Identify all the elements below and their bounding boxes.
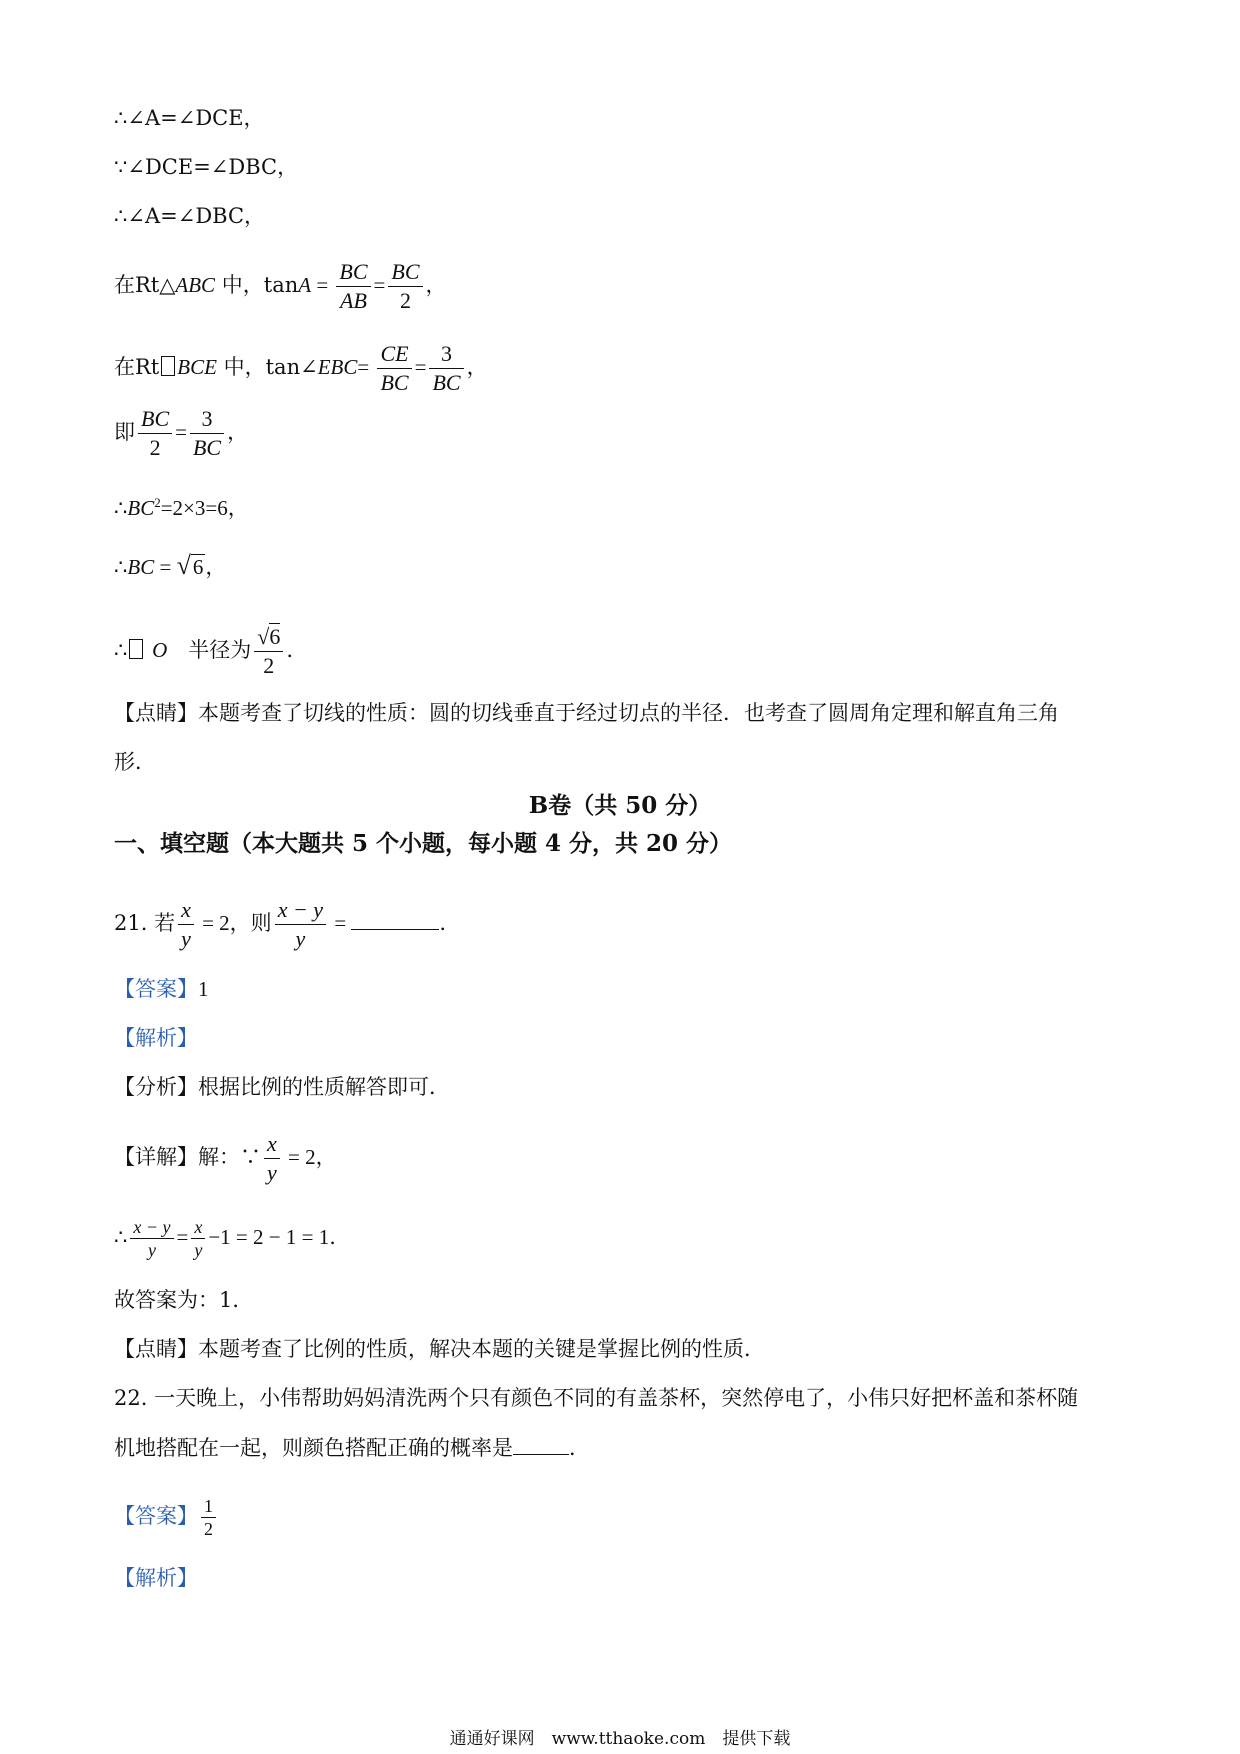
exponent: 2 — [154, 495, 161, 510]
proof-line-5: 在Rt BCE 中，tan∠EBC= $\frac{CE}{BC}$ = $\frac{3}{BC}$ ， — [114, 341, 488, 395]
q21-fenxi — [114, 1072, 450, 1102]
variable: BC — [127, 555, 155, 579]
missing-glyph-icon — [129, 639, 143, 659]
proof-line-7 — [114, 488, 249, 523]
variable: BC — [127, 496, 155, 520]
denominator: BC — [429, 368, 463, 397]
jiexi-tag: 【解析】 — [114, 1566, 198, 1590]
fraction-bc-2 — [388, 258, 422, 315]
triangle-name: BCE — [177, 355, 217, 379]
text: ． — [569, 1436, 590, 1460]
q21-final — [114, 1285, 253, 1315]
text: 即 — [114, 420, 135, 444]
triangle-name: ABC — [175, 273, 216, 297]
text: −1 = 2 − 1 = 1 — [208, 1225, 330, 1249]
fenxi-text: 根据比例的性质解答即可． — [198, 1075, 450, 1099]
answer-value: 1 — [198, 977, 209, 1001]
text: ， — [227, 420, 249, 444]
numerator: BC — [141, 406, 170, 431]
denominator: BC — [190, 433, 224, 462]
text: ， — [466, 355, 488, 379]
fraction-xmy-y — [275, 896, 326, 953]
proof-line-3 — [114, 201, 265, 231]
dianjing-text: 本题考查了比例的性质，解决本题的关键是掌握比例的性质． — [198, 1337, 765, 1361]
fraction-3-bc — [190, 405, 224, 462]
text: 中，tan∠ — [216, 355, 318, 379]
text: . — [329, 1225, 336, 1249]
dianjing-tag: 【点睛】 — [114, 701, 198, 725]
denominator: 2 — [138, 433, 172, 462]
text: 半径为 — [167, 638, 252, 662]
numerator: x — [181, 897, 191, 922]
text: 在Rt — [114, 355, 160, 379]
jiexi-tag: 【解析】 — [114, 1026, 198, 1050]
fraction-1-2 — [201, 1495, 216, 1540]
denominator: y — [178, 924, 194, 953]
fraction-ce-bc — [377, 340, 411, 397]
proof-line-8 — [114, 551, 226, 582]
text: = 2， — [282, 1145, 337, 1169]
numerator: x — [194, 1217, 203, 1237]
q21-step: ∴ $\frac{x - y}{y}$ = $\frac{x}{y}$ −1 = 2 − 1 = 1. — [114, 1217, 336, 1260]
question-22-cont — [114, 1432, 590, 1463]
dianjing-note — [114, 698, 1059, 728]
denominator: 2 — [254, 651, 283, 680]
fraction-xmy-y — [130, 1216, 173, 1261]
question-number: 21. 若 — [114, 911, 176, 935]
text: 解：∵ — [198, 1145, 261, 1169]
denominator: 2 — [201, 1517, 216, 1540]
fraction-x-y — [264, 1130, 280, 1187]
q21-jiexi — [114, 1023, 198, 1053]
text: = — [329, 911, 352, 935]
numerator: x − y — [133, 1217, 171, 1237]
numerator: CE — [380, 341, 409, 366]
missing-glyph-icon — [161, 356, 175, 376]
radicand: 6 — [269, 624, 281, 649]
proof-text: ∵∠DCE=∠DBC， — [114, 155, 299, 179]
numerator — [254, 623, 283, 651]
text: 中，tan — [215, 273, 299, 297]
xiangjie-tag: 【详解】 — [114, 1145, 198, 1169]
page-footer: 通通好课网 www.tthaoke.com 提供下载 — [449, 1729, 791, 1749]
proof-line-1 — [114, 103, 265, 133]
dianjing-text: 本题考查了切线的性质：圆的切线垂直于经过切点的半径．也考查了圆周角定理和解直角三角 — [198, 701, 1059, 725]
denominator: y — [191, 1238, 205, 1261]
text: ∴ — [114, 638, 128, 662]
question-text: 22. 一天晚上，小伟帮助妈妈清洗两个只有颜色不同的有盖茶杯，突然停电了，小伟只好把杯盖和茶杯随 — [114, 1386, 1079, 1410]
angle-var: A — [298, 273, 312, 297]
sqrt-icon: √ — [176, 551, 191, 580]
numerator: x − y — [277, 897, 324, 922]
numerator: x — [267, 1131, 277, 1156]
angle-name: EBC — [317, 355, 358, 379]
question-21 — [114, 896, 446, 953]
numerator: 3 — [441, 341, 452, 366]
fraction-x-y — [191, 1216, 205, 1261]
proof-line-6: 即 $\frac{BC}{2}$ = $\frac{3}{BC}$ ， — [114, 406, 249, 460]
proof-text: ∴∠A=∠DBC， — [114, 204, 266, 228]
text: ∴ — [114, 496, 128, 520]
question-22 — [114, 1383, 1078, 1413]
answer-blank — [513, 1432, 569, 1455]
fraction-sqrt6-2 — [254, 623, 283, 680]
text: ， — [425, 273, 447, 297]
fraction-x-y — [178, 896, 194, 953]
dianjing-text: 形． — [114, 750, 156, 774]
text: . — [286, 638, 293, 662]
fraction-3-bc — [429, 340, 463, 397]
numerator: 3 — [201, 406, 213, 431]
sqrt-icon: √ — [257, 624, 270, 649]
text: 在Rt△ — [114, 273, 176, 297]
denominator: y — [130, 1238, 173, 1261]
q21-dianjing — [114, 1334, 765, 1364]
final-answer-text: 故答案为：1． — [114, 1288, 254, 1312]
text: ∴ — [114, 1225, 128, 1249]
question-text: 机地搭配在一起，则颜色搭配正确的概率是 — [114, 1436, 513, 1460]
denominator: y — [264, 1158, 280, 1187]
fraction-bc-2 — [138, 405, 172, 462]
sqrt-6 — [177, 551, 206, 582]
fenxi-tag: 【分析】 — [114, 1075, 198, 1099]
q21-answer — [114, 974, 209, 1004]
text: ∴ — [114, 555, 128, 579]
answer-tag: 【答案】 — [114, 1504, 198, 1528]
text: ， — [205, 555, 227, 579]
numerator: 1 — [204, 1496, 213, 1516]
answer-tag: 【答案】 — [114, 977, 198, 1001]
denominator: 2 — [388, 286, 422, 315]
text: = — [154, 555, 177, 579]
fraction-bc-ab — [336, 258, 370, 315]
proof-line-2 — [114, 152, 298, 182]
q21-xiangjie — [114, 1130, 337, 1187]
circle-name: O — [152, 638, 168, 662]
q22-answer — [114, 1495, 219, 1540]
text: = 2，则 — [196, 911, 272, 935]
proof-line-4: 在Rt△ABC 中，tanA = $\frac{BC}{AB}$ = $\frac{BC}{2}$ ， — [114, 259, 447, 313]
radicand: 6 — [192, 555, 204, 579]
section-subtitle: 一、填空题（本大题共 5 个小题，每小题 4 分，共 20 分） — [114, 830, 733, 857]
text: . — [439, 911, 447, 935]
denominator: BC — [377, 368, 411, 397]
numerator: BC — [391, 259, 420, 284]
proof-line-9 — [114, 623, 293, 680]
dianjing-tag: 【点睛】 — [114, 1337, 198, 1361]
proof-text: ∴∠A=∠DCE， — [114, 106, 265, 130]
section-title: B卷（共 50 分） — [528, 792, 712, 819]
denominator: y — [275, 924, 326, 953]
numerator: BC — [339, 259, 368, 284]
text: =2×3=6， — [160, 496, 249, 520]
denominator: AB — [336, 286, 370, 315]
answer-blank — [351, 907, 439, 930]
dianjing-note-cont — [114, 747, 156, 777]
q22-jiexi — [114, 1563, 198, 1593]
